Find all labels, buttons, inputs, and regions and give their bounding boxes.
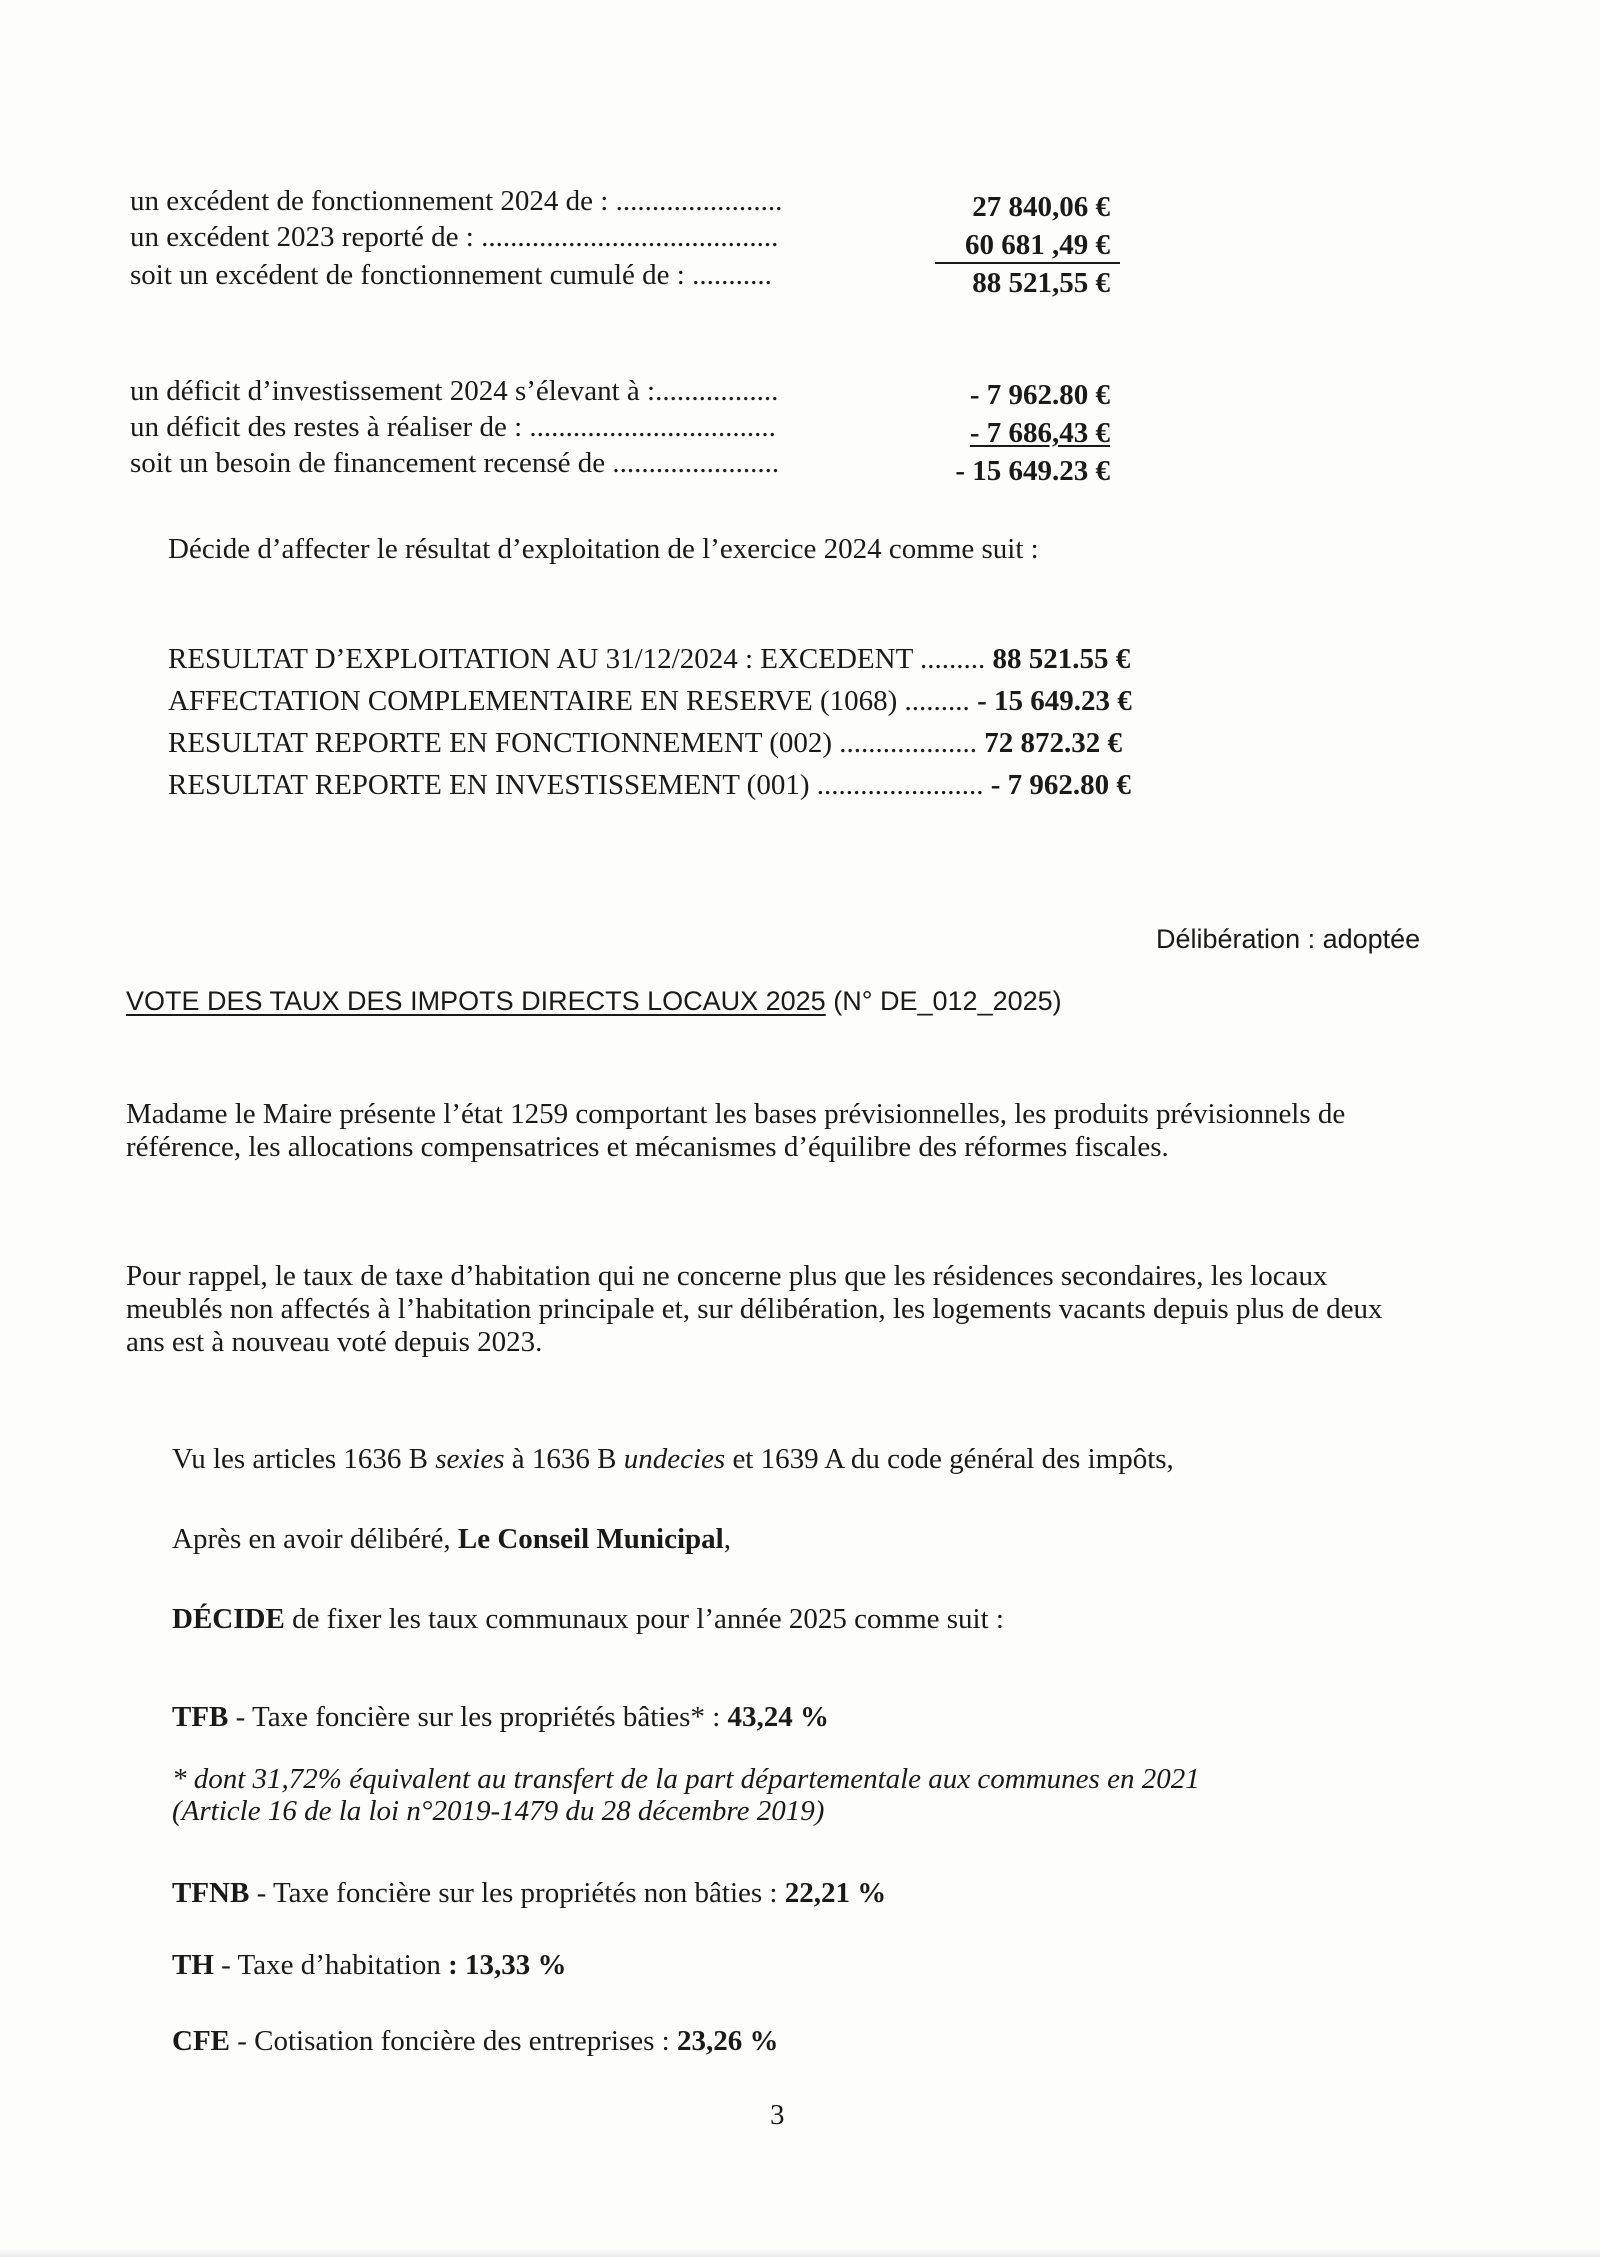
fonctionnement-label-1: un excédent de fonctionnement 2024 de : ....................... <box>130 185 783 217</box>
tax-rate-tfb: 43,24 % <box>727 1701 830 1733</box>
deliberation-status: Délibération : adoptée <box>1156 924 1421 954</box>
affectation-label-3: RESULTAT REPORTE EN FONCTIONNEMENT (002) ................... <box>168 727 978 759</box>
decide-affecter-text: Décide d’affecter le résultat d’exploitation de l’exercice 2024 comme suit : <box>168 533 1039 565</box>
vu-undecies: undecies <box>623 1443 726 1475</box>
investissement-amount-2: - 7 686,43 € <box>969 417 1110 449</box>
sum-rule <box>935 262 1120 264</box>
affectation-label-2: AFFECTATION COMPLEMENTAIRE EN RESERVE (1068) ......... <box>168 685 970 717</box>
tax-tfnb <box>172 1876 886 1910</box>
affectation-row-1 <box>168 642 1130 676</box>
tax-cfe <box>172 2024 778 2058</box>
footnote-line-2: (Article 16 de la loi n°2019-1479 du 28 décembre 2019) <box>172 1795 825 1827</box>
tax-label-cfe: - Cotisation foncière des entreprises : <box>230 2025 677 2057</box>
tax-rate-cfe: 23,26 % <box>676 2025 779 2057</box>
tax-rate-th: : 13,33 % <box>448 1949 567 1981</box>
paragraph-taxe-habitation: Pour rappel, le taux de taxe d’habitation qui ne concerne plus que les résidences secondaires, les locaux meublés non affectés à l’habitation principale et, sur délibération, les logements vacants depuis plus de deux ans est à nouveau voté depuis 2023. <box>126 1260 1383 1358</box>
tax-rate-tfnb: 22,21 % <box>784 1877 887 1909</box>
section-ref: (N° DE_012_2025) <box>833 986 1062 1016</box>
apres-delibere <box>172 1522 731 1556</box>
affectation-amount-2: - 15 649.23 € <box>977 685 1132 717</box>
affectation-label-4: RESULTAT REPORTE EN INVESTISSEMENT (001) ....................... <box>168 769 984 801</box>
affectation-row-4 <box>168 768 1131 802</box>
affectation-row-3 <box>168 726 1122 760</box>
tax-tfb <box>172 1700 829 1734</box>
page-number: 3 <box>770 2099 785 2131</box>
footnote-line-1: * dont 31,72% équivalent au transfert de la part départementale aux communes en 2021 <box>172 1763 1200 1795</box>
investissement-amount-1: - 7 962.80 € <box>969 379 1110 411</box>
investissement-label-3: soit un besoin de financement recensé de ....................... <box>130 447 780 479</box>
tax-code-cfe: CFE <box>172 2025 230 2057</box>
section-title: VOTE DES TAUX DES IMPOTS DIRECTS LOCAUX 2025 <box>126 986 826 1016</box>
apres-text: Après en avoir délibéré, <box>172 1523 458 1555</box>
vu-sexies: sexies <box>435 1443 505 1475</box>
tax-th <box>172 1948 567 1982</box>
fonctionnement-label-2: un excédent 2023 reporté de : ......................................... <box>130 221 779 253</box>
vu-articles <box>172 1442 1174 1476</box>
section-heading <box>126 984 1062 1018</box>
investissement-label-1: un déficit d’investissement 2024 s’élevant à :................. <box>130 375 779 407</box>
decide-text: de fixer les taux communaux pour l’année 2025 comme suit : <box>284 1603 1004 1635</box>
vu-text-2: à 1636 B <box>504 1443 624 1475</box>
affectation-row-2 <box>168 684 1132 718</box>
tax-label-tfnb: - Taxe foncière sur les propriétés non bâties : <box>249 1877 785 1909</box>
fonctionnement-amount-3: 88 521,55 € <box>972 267 1110 299</box>
decide-keyword: DÉCIDE <box>172 1603 285 1635</box>
tax-code-th: TH <box>172 1949 214 1981</box>
fonctionnement-amount-1: 27 840,06 € <box>972 191 1110 223</box>
apres-end: , <box>723 1523 731 1555</box>
tax-code-tfb: TFB <box>172 1701 229 1733</box>
vu-text-1: Vu les articles 1636 B <box>172 1443 436 1475</box>
conseil-municipal: Le Conseil Municipal <box>457 1523 724 1555</box>
fonctionnement-label-3: soit un excédent de fonctionnement cumulé de : ........... <box>130 259 772 291</box>
fonctionnement-amount-2: 60 681 ,49 € <box>965 229 1110 261</box>
affectation-amount-3: 72 872.32 € <box>984 727 1123 759</box>
tax-code-tfnb: TFNB <box>172 1877 250 1909</box>
investissement-label-2: un déficit des restes à réaliser de : .................................. <box>130 411 776 443</box>
affectation-amount-1: 88 521.55 € <box>992 643 1131 675</box>
scan-edge <box>0 2249 1600 2257</box>
affectation-label-1: RESULTAT D’EXPLOITATION AU 31/12/2024 : EXCEDENT ......... <box>168 643 986 675</box>
affectation-amount-4: - 7 962.80 € <box>990 769 1131 801</box>
tax-label-tfb: - Taxe foncière sur les propriétés bâties* : <box>228 1701 728 1733</box>
paragraph-etat-1259: Madame le Maire présente l’état 1259 comportant les bases prévisionnelles, les produits prévisionnels de référence, les allocations compensatrices et mécanismes d’équilibre des réformes fiscales. <box>126 1098 1346 1163</box>
decide-line <box>172 1602 1004 1636</box>
investissement-amount-3: - 15 649.23 € <box>955 455 1110 487</box>
tax-label-th: - Taxe d’habitation <box>213 1949 449 1981</box>
vu-text-3: et 1639 A du code général des impôts, <box>725 1443 1174 1475</box>
